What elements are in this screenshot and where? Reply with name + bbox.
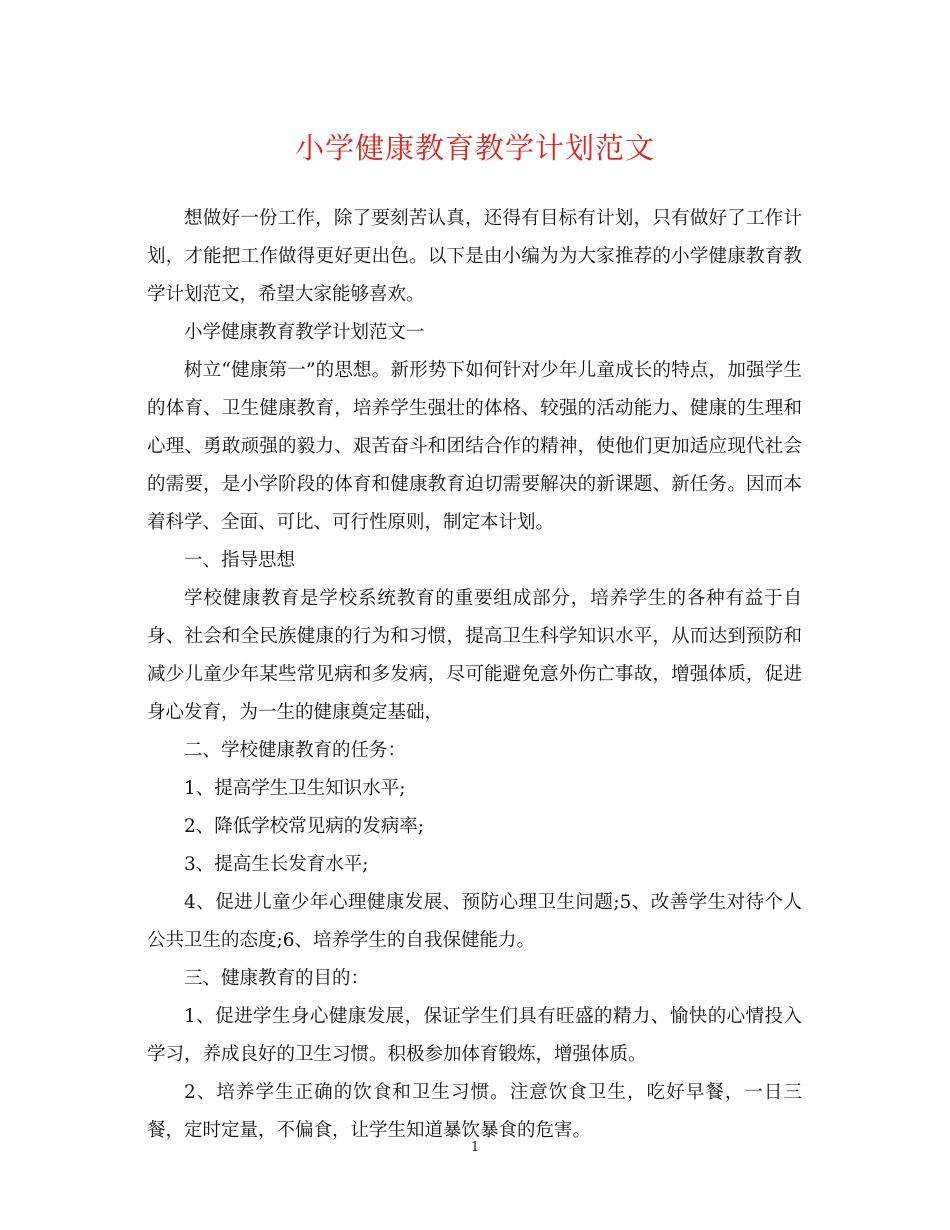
heading-purpose: 三、健康教育的目的：: [184, 968, 370, 989]
task-item-2: 2、降低学校常见病的发病率;: [184, 816, 425, 837]
task-item-4-6: 4、促进儿童少年心理健康发展、预防心理卫生问题;5、改善学生对待个人公共卫生的态度;6、培养学生的自我保健能力。: [147, 892, 802, 951]
paragraph-guiding-ideology: 学校健康教育是学校系统教育的重要组成部分，培养学生的各种有益于自身、社会和全民族健康的行为和习惯，提高卫生科学知识水平，从而达到预防和减少儿童少年某些常见病和多发病，尽可能避免意外伤亡事故，增强体质，促进身心发育，为一生的健康奠定基础，: [147, 588, 802, 723]
heading-guiding-ideology: 一、指导思想: [184, 550, 296, 571]
purpose-item-2: 2、培养学生正确的饮食和卫生习惯。注意饮食卫生，吃好早餐，一日三餐，定时定量，不偏食，让学生知道暴饮暴食的危害。: [147, 1082, 802, 1141]
purpose-item-1: 1、促进学生身心健康发展，保证学生们具有旺盛的精力、愉快的心情投入学习，养成良好的卫生习惯。积极参加体育锻炼，增强体质。: [147, 1006, 802, 1065]
task-item-1: 1、提高学生卫生知识水平;: [184, 778, 406, 799]
page-number: 1: [470, 1140, 480, 1155]
document-body: [147, 200, 802, 1150]
paragraph-subtitle: 小学健康教育教学计划范文一: [184, 322, 425, 343]
task-item-3: 3、提高生长发育水平;: [184, 854, 369, 875]
paragraph-health-first: 树立“健康第一”的思想。新形势下如何针对少年儿童成长的特点，加强学生的体育、卫生健康教育，培养学生强壮的体格、较强的活动能力、健康的生理和心理、勇敢顽强的毅力、艰苦奋斗和团结合作的精神，使他们更加适应现代社会的需要，是小学阶段的体育和健康教育迫切需要解决的新课题、新任务。因而本着科学、全面、可比、可行性原则，制定本计划。: [147, 360, 802, 533]
heading-tasks: 二、学校健康教育的任务：: [184, 740, 407, 761]
paragraph-intro: 想做好一份工作，除了要刻苦认真，还得有目标有计划，只有做好了工作计划，才能把工作做得更好更出色。以下是由小编为为大家推荐的小学健康教育教学计划范文，希望大家能够喜欢。: [147, 208, 802, 305]
document-title: 小学健康教育教学计划范文: [294, 131, 655, 165]
